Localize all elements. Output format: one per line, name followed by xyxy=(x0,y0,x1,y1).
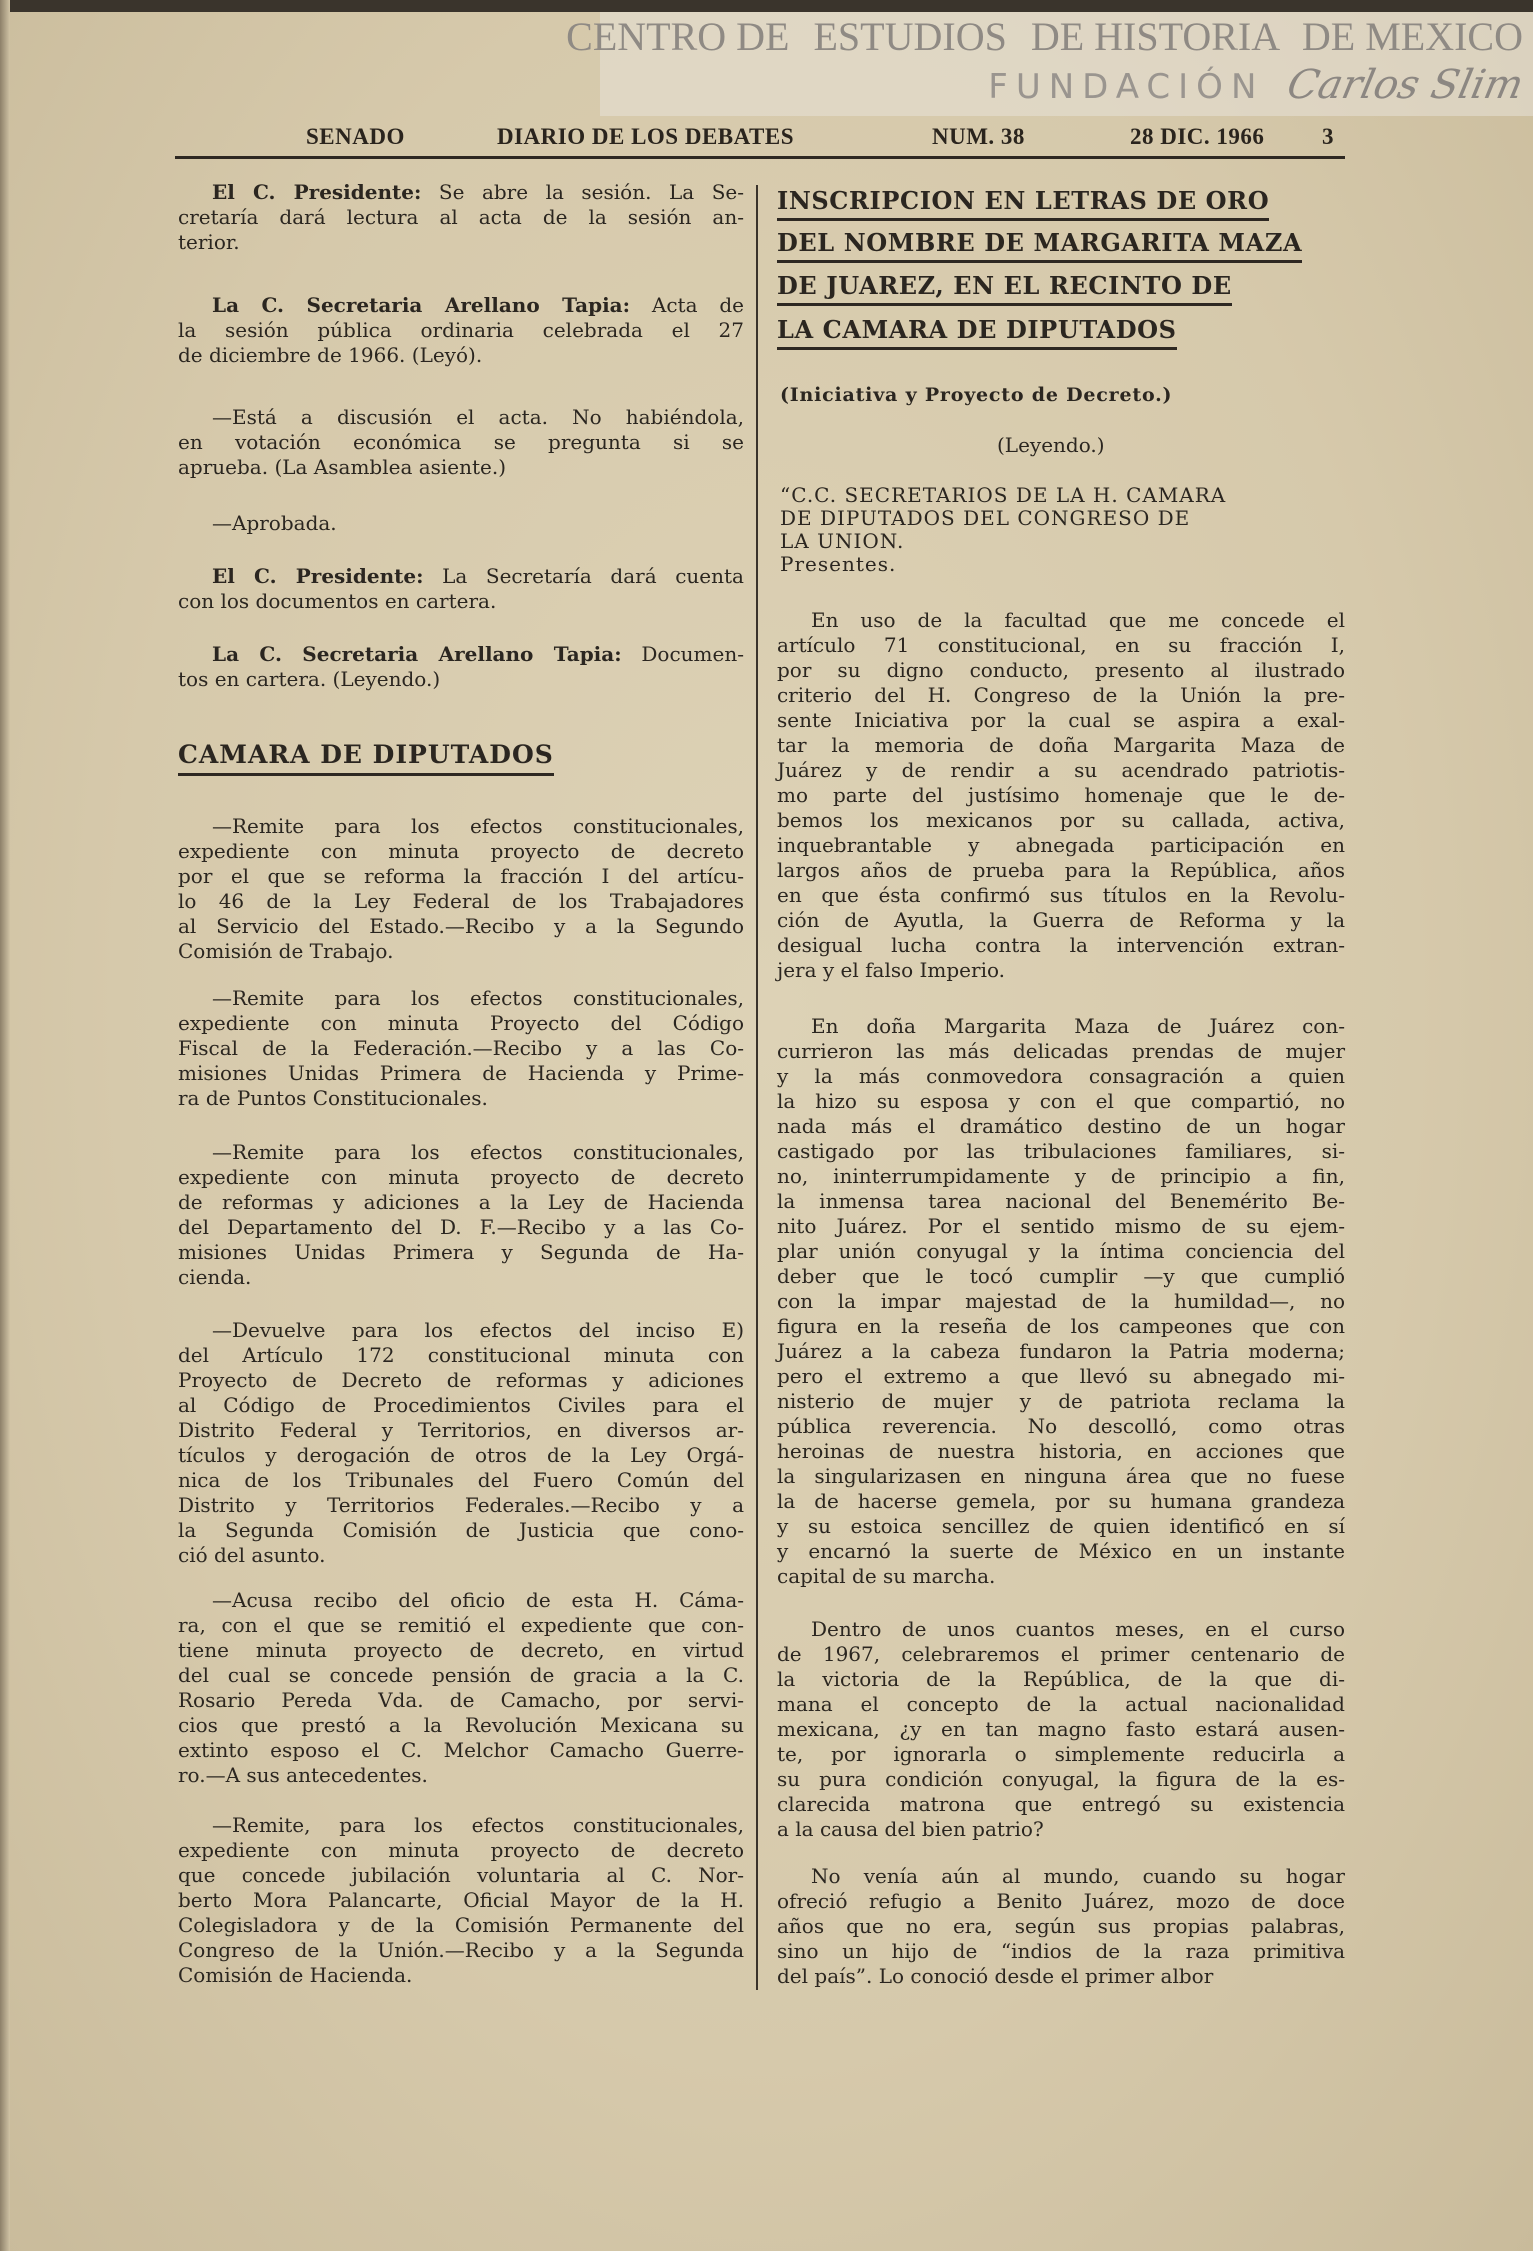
text-line: artículo 71 constitucional, en su fracción I, xyxy=(777,633,1345,657)
scan-left-edge xyxy=(0,0,10,2251)
header-rule xyxy=(175,156,1345,159)
initiative-paragraph xyxy=(777,608,1345,983)
text-line: —Remite para los efectos constitucionales, xyxy=(212,986,744,1010)
text-line: cios que prestó a la Revolución Mexicana su xyxy=(178,1713,744,1737)
text-line: misiones Unidas Primera de Hacienda y Prime- xyxy=(178,1061,744,1085)
text-line: lo 46 de la Ley Federal de los Trabajadores xyxy=(178,889,744,913)
initiative-paragraph xyxy=(777,1864,1345,1989)
text-line: mexicana, ¿y en tan magno fasto estará ausen- xyxy=(777,1717,1345,1741)
text-line: heroinas de nuestra historia, en acciones que xyxy=(777,1439,1345,1463)
text-line xyxy=(178,642,744,667)
text-line: inquebrantable y abnegada participación en xyxy=(777,833,1345,857)
text-line xyxy=(178,293,744,318)
text-line: al Código de Procedimientos Civiles para el xyxy=(178,1393,744,1417)
text-line: extinto esposo el C. Melchor Camacho Guerre- xyxy=(178,1738,744,1762)
header-page-number: 3 xyxy=(1322,124,1334,149)
text-line: sente Iniciativa por la cual se aspira a exal- xyxy=(777,708,1345,732)
text-line: En doña Margarita Maza de Juárez con- xyxy=(811,1014,1345,1038)
text-line: tar la memoria de doña Margarita Maza de xyxy=(777,733,1345,757)
minutes-paragraph xyxy=(178,564,744,614)
watermark-signature-logo: Carlos Slim xyxy=(1283,62,1528,108)
text-line: terior. xyxy=(178,230,240,254)
correspondence-item xyxy=(178,1813,744,1988)
article-title-line: LA CAMARA DE DIPUTADOS xyxy=(777,315,1177,350)
text-line: la Segunda Comisión de Justicia que cono- xyxy=(178,1518,744,1542)
text-line: la de hacerse gemela, por su humana grandeza xyxy=(777,1489,1345,1513)
header-chamber: SENADO xyxy=(306,124,405,149)
text-line: con la impar majestad de la humildad—, no xyxy=(777,1289,1345,1313)
minutes-paragraph xyxy=(178,511,744,536)
correspondence-item xyxy=(178,1140,744,1290)
text-line: aprueba. (La Asamblea asiente.) xyxy=(178,455,507,479)
text-line: plar unión conyugal y la íntima conciencia del xyxy=(777,1239,1345,1263)
correspondence-item xyxy=(178,814,744,964)
text-line: —Remite, para los efectos constitucionales, xyxy=(212,1813,744,1837)
text-line: ro.—A sus antecedentes. xyxy=(178,1763,428,1787)
text-line: su pura condición conyugal, la figura de la es- xyxy=(777,1767,1345,1791)
text-line: largos años de prueba para la República, años xyxy=(777,858,1345,882)
text-line: mo parte del justísimo homenaje que le de- xyxy=(777,783,1345,807)
correspondence-item xyxy=(178,986,744,1111)
text-line: —Aprobada. xyxy=(212,511,337,535)
text-line: no, ininterrumpidamente y de principio a fin, xyxy=(777,1164,1345,1188)
text-line: tículos y derogación de otros de la Ley Orgá- xyxy=(178,1443,744,1467)
text-line: la hizo su esposa y con el que compartió, no xyxy=(777,1089,1345,1113)
text-line: que concede jubilación voluntaria al C. Nor- xyxy=(178,1863,744,1887)
text-line: ra de Puntos Constitucionales. xyxy=(178,1086,488,1110)
text-line: —Remite para los efectos constitucionales, xyxy=(212,1140,744,1164)
text-line: No venía aún al mundo, cuando su hogar xyxy=(811,1864,1345,1888)
correspondence-item xyxy=(178,1588,744,1788)
watermark-foundation-row xyxy=(974,62,1528,110)
text-line: cienda. xyxy=(178,1265,252,1289)
text-line: Juárez a la cabeza fundaron la Patria moderna; xyxy=(777,1339,1345,1363)
text-line: Distrito Federal y Territorios, en diversos ar- xyxy=(178,1418,744,1442)
text-line: Fiscal de la Federación.—Recibo y a las Co- xyxy=(178,1036,744,1060)
text-line: berto Mora Palancarte, Oficial Mayor de la H. xyxy=(178,1888,744,1912)
speaker-name: El C. Presidente: xyxy=(212,180,422,204)
text-line: al Servicio del Estado.—Recibo y a la Segundo xyxy=(178,914,744,938)
column-divider xyxy=(756,185,758,1990)
speaker-name: La C. Secretaria Arellano Tapia: xyxy=(212,642,622,666)
text-line: años que no era, según sus propias palabras, xyxy=(777,1914,1345,1938)
text-line: Dentro de unos cuantos meses, en el curso xyxy=(811,1617,1345,1641)
header-date: 28 DIC. 1966 xyxy=(1130,124,1265,149)
text-line: y encarnó la suerte de México en un instante xyxy=(777,1539,1345,1563)
text-line: Comisión de Trabajo. xyxy=(178,939,394,963)
text-line: nada más el dramático destino de un hogar xyxy=(777,1114,1345,1138)
text-line: criterio del H. Congreso de la Unión la pre- xyxy=(777,683,1345,707)
text-line: de 1967, celebraremos el primer centenario de xyxy=(777,1642,1345,1666)
text-line: expediente con minuta proyecto de decreto xyxy=(178,1838,744,1862)
text-line: cretaría dará lectura al acta de la sesión an- xyxy=(178,205,744,229)
text-line: por el que se reforma la fracción I del artícu- xyxy=(178,864,744,888)
text-line: desigual lucha contra la intervención extran- xyxy=(777,933,1345,957)
text-line: nisterio de mujer y de patriota reclama la xyxy=(777,1389,1345,1413)
text-line: nito Juárez. Por el sentido mismo de su ejem- xyxy=(777,1214,1345,1238)
text-line: la victoria de la República, de la que di- xyxy=(777,1667,1345,1691)
header-issue-number: NUM. 38 xyxy=(932,124,1025,149)
text-line: Congreso de la Unión.—Recibo y a la Segunda xyxy=(178,1938,744,1962)
minutes-paragraph xyxy=(178,180,744,255)
text-line: castigado por las tribulaciones familiares, si- xyxy=(777,1139,1345,1163)
speech-text: Documen- xyxy=(621,642,744,666)
header-publication: DIARIO DE LOS DEBATES xyxy=(497,124,795,149)
text-line: del cual se concede pensión de gracia a la C. xyxy=(178,1663,744,1687)
text-line: y su estoica sencillez de quien identificó en sí xyxy=(777,1514,1345,1538)
text-line: te, por ignorarla o simplemente reducirla a xyxy=(777,1742,1345,1766)
correspondence-item xyxy=(178,1318,744,1568)
text-line: en votación económica se pregunta si se xyxy=(178,430,744,454)
text-line: la sesión pública ordinaria celebrada el 27 xyxy=(178,318,744,342)
text-line: la inmensa tarea nacional del Benemérito Be- xyxy=(777,1189,1345,1213)
text-line: ció del asunto. xyxy=(178,1543,326,1567)
text-line: por su digno conducto, presento al ilustrado xyxy=(777,658,1345,682)
article-subtitle: (Iniciativa y Proyecto de Decreto.) xyxy=(780,384,1173,406)
scan-top-edge xyxy=(0,0,1533,12)
text-line: sino un hijo de “indios de la raza primitiva xyxy=(777,1939,1345,1963)
text-line: expediente con minuta Proyecto del Código xyxy=(178,1011,744,1035)
text-line: mana el concepto de la actual nacionalidad xyxy=(777,1692,1345,1716)
article-title-line: DE JUAREZ, EN EL RECINTO DE xyxy=(777,271,1232,306)
minutes-paragraph xyxy=(178,642,744,692)
address-line: LA UNION. xyxy=(780,529,905,553)
article-title-line: INSCRIPCION EN LETRAS DE ORO xyxy=(777,186,1269,221)
text-line: tiene minuta proyecto de decreto, en virtud xyxy=(178,1638,744,1662)
text-line: —Remite para los efectos constitucionales, xyxy=(212,814,744,838)
text-line: pero el extremo a que llevó su abnegado mi- xyxy=(777,1364,1345,1388)
text-line: a la causa del bien patrio? xyxy=(777,1817,1044,1841)
text-line xyxy=(178,564,744,589)
text-line: Colegisladora y de la Comisión Permanente del xyxy=(178,1913,744,1937)
watermark-line: DE MEXICO xyxy=(1301,14,1523,59)
text-line: Proyecto de Decreto de reformas y adiciones xyxy=(178,1368,744,1392)
speaker-name: El C. Presidente: xyxy=(212,564,424,588)
text-line: la singularizasen en ninguna área que no fuese xyxy=(777,1464,1345,1488)
article-title-line: DEL NOMBRE DE MARGARITA MAZA xyxy=(777,228,1302,263)
text-line: deber que le tocó cumplir —y que cumplió xyxy=(777,1264,1345,1288)
text-line: del Artículo 172 constitucional minuta con xyxy=(178,1343,744,1367)
watermark-name-row xyxy=(552,14,1523,60)
minutes-paragraph xyxy=(178,293,744,368)
watermark-line: DE HISTORIA xyxy=(1030,14,1278,59)
text-line: de diciembre de 1966. (Leyó). xyxy=(178,343,483,367)
text-line: del país”. Lo conoció desde el primer albor xyxy=(777,1964,1214,1988)
reading-note: (Leyendo.) xyxy=(997,433,1105,457)
address-line: Presentes. xyxy=(780,552,897,576)
text-line: expediente con minuta proyecto de decreto xyxy=(178,839,744,863)
text-line: bemos los mexicanos por su callada, activa, xyxy=(777,808,1345,832)
text-line: currieron las más delicadas prendas de mujer xyxy=(777,1039,1345,1063)
text-line: nica de los Tribunales del Fuero Común del xyxy=(178,1468,744,1492)
text-line: pública reverencia. No descolló, como otras xyxy=(777,1414,1345,1438)
minutes-paragraph xyxy=(178,405,744,480)
text-line: capital de su marcha. xyxy=(777,1564,996,1588)
text-line: misiones Unidas Primera y Segunda de Ha- xyxy=(178,1240,744,1264)
text-line: clarecida matrona que entregó su existencia xyxy=(777,1792,1345,1816)
watermark-line: ESTUDIOS xyxy=(813,14,1007,59)
text-line: ción de Ayutla, la Guerra de Reforma y la xyxy=(777,908,1345,932)
text-line: del Departamento del D. F.—Recibo y a las Co- xyxy=(178,1215,744,1239)
text-line: expediente con minuta proyecto de decreto xyxy=(178,1165,744,1189)
text-line: tos en cartera. (Leyendo.) xyxy=(178,667,441,691)
text-line: ra, con el que se remitió el expediente que con- xyxy=(178,1613,744,1637)
address-block xyxy=(780,484,1226,576)
text-line: Comisión de Hacienda. xyxy=(178,1963,413,1987)
text-line: Juárez y de rendir a su acendrado patriotis- xyxy=(777,758,1345,782)
text-line: y la más conmovedora consagración a quien xyxy=(777,1064,1345,1088)
address-line: “C.C. SECRETARIOS DE LA H. CAMARA xyxy=(780,483,1227,507)
section-heading-camara-de-diputados: CAMARA DE DIPUTADOS xyxy=(178,740,554,776)
watermark-line: CENTRO DE xyxy=(566,14,790,59)
text-line: —Acusa recibo del oficio de esta H. Cáma- xyxy=(212,1588,744,1612)
address-line: DE DIPUTADOS DEL CONGRESO DE xyxy=(780,506,1191,530)
speech-text: Acta de xyxy=(630,293,744,317)
text-line: Distrito y Territorios Federales.—Recibo y a xyxy=(178,1493,744,1517)
speaker-name: La C. Secretaria Arellano Tapia: xyxy=(212,293,631,317)
text-line: en que ésta confirmó sus títulos en la Revolu- xyxy=(777,883,1345,907)
text-line: Rosario Pereda Vda. de Camacho, por servi- xyxy=(178,1688,744,1712)
text-line: En uso de la facultad que me concede el xyxy=(811,608,1345,632)
text-line: —Está a discusión el acta. No habiéndola, xyxy=(212,405,744,429)
watermark-foundation: FUNDACIÓN xyxy=(988,67,1265,107)
initiative-paragraph xyxy=(777,1617,1345,1842)
initiative-paragraph xyxy=(777,1014,1345,1589)
text-line: ofreció refugio a Benito Juárez, mozo de doce xyxy=(777,1889,1345,1913)
text-line: jera y el falso Imperio. xyxy=(777,958,1006,982)
text-line: figura en la reseña de los campeones que con xyxy=(777,1314,1345,1338)
text-line: —Devuelve para los efectos del inciso E) xyxy=(212,1318,744,1342)
text-line xyxy=(178,180,744,205)
speech-text: Se abre la sesión. La Se- xyxy=(421,180,744,204)
text-line: de reformas y adiciones a la Ley de Hacienda xyxy=(178,1190,744,1214)
text-line: con los documentos en cartera. xyxy=(178,589,497,613)
speech-text: La Secretaría dará cuenta xyxy=(423,564,744,588)
